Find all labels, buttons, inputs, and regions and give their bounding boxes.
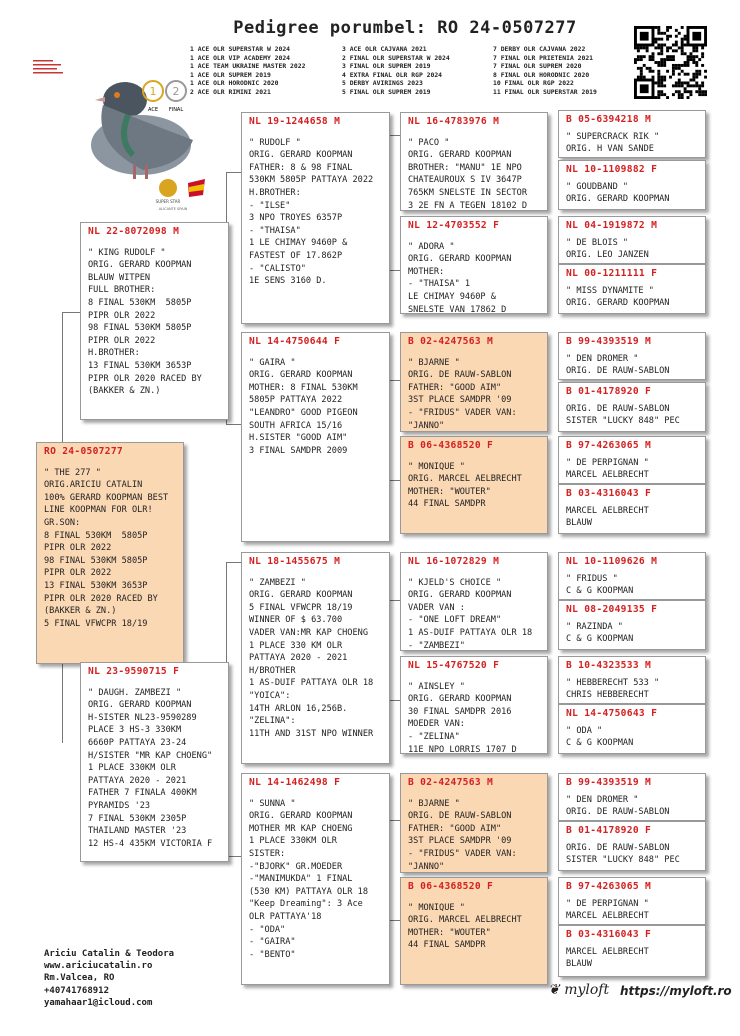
breeder-email[interactable]: yamahaar1@icloud.com [44,997,153,1008]
logo-final-label: FINAL [168,107,184,113]
pedigree-gen3-5[interactable] [400,552,548,651]
pigeon-info: " ODA " C & G KOOPMAN [566,725,634,749]
page-title: Pedigree porumbel: RO 24-0507277 [233,18,577,38]
ring-number: NL 14-1462498 F [249,777,341,788]
pigeon-info: " DEN DROMER " ORIG. DE RAUW-SABLON [566,794,670,818]
ring-number: NL 08-2049135 F [566,604,658,615]
ring-number: RO 24-0507277 [44,446,123,457]
pigeon-info: " PACO " ORIG. GERARD KOOPMAN BROTHER: "MANU" 1E NPO CHATEAUROUX S IV 3647P 765KM SNELSTE IN SECTOR 3 2E FN A TEGEN 18102 D [408,137,527,211]
logo-brand: SUPER STAR [155,199,181,204]
pigeon-info: " MISS DYNAMITE " ORIG. GERARD KOOPMAN [566,285,670,309]
ring-number: B 01-4178920 F [566,825,652,836]
logo-ace-label: ACE [148,107,158,113]
myloft-logo [548,982,609,998]
pigeon-info: " KJELD'S CHOICE " ORIG. GERARD KOOPMAN VADER VAN : - "ONE LOFT DREAM" 1 AS-DUIF PATTAYA OLR 18 - "ZAMBEZI" [408,577,533,651]
brand-name: myloft [564,982,610,998]
ring-number: B 02-4247563 M [408,777,494,788]
ring-number: B 97-4263065 M [566,881,652,892]
pigeon-info: " RUDOLF " ORIG. GERARD KOOPMAN FATHER: 8 & 98 FINAL 530KM 5805P PATTAYA 2022 H.BROTHER: - "ILSE" 3 NPO TROYES 6357P - "THAISA" 1 LE CHIMAY 9460P & FASTEST OF 17.862P - "CALISTO" 1E SENS 3160 D. [249,137,374,287]
ring-number: NL 04-1919872 M [566,220,658,231]
svg-text:2: 2 [172,85,180,98]
ring-number: B 02-4247563 M [408,336,494,347]
pedigree-gen4-10[interactable] [558,600,706,650]
pedigree-gen3-7[interactable] [400,773,548,873]
pigeon-info: MARCEL AELBRECHT BLAUW [566,505,649,529]
win-item: 7 DERBY OLR CAJVANA 2022 [493,45,586,53]
breeder-phone: +40741768912 [44,985,110,996]
pigeon-info: " KING RUDOLF " ORIG. GERARD KOOPMAN BLAUW WITPEN FULL BROTHER: 8 FINAL 530KM 5805P PIPR OLR 2022 98 FINAL 530KM 5805P PIPR OLR 2022 H.BROTHER: 13 FINAL 530KM 3653P PIPR OLR 2020 RACED BY (BAKKER & ZN.) [88,247,202,397]
win-item: 2 ACE OLR RIMINI 2021 [190,87,271,96]
pedigree-grandsire-paternal[interactable] [241,112,390,324]
ring-number: NL 19-1244658 M [249,116,341,127]
pedigree-sire[interactable] [80,222,229,420]
pigeon-info: " MONIQUE " ORIG. MARCEL AELBRECHT MOTHER: "WOUTER" 44 FINAL SAMDPR [408,902,522,951]
pedigree-gen4-12[interactable] [558,704,706,754]
pedigree-granddam-paternal[interactable] [241,332,390,542]
pedigree-gen4-1[interactable] [558,110,706,158]
pedigree-gen3-2[interactable] [400,216,548,314]
win-item: 3 FINAL OLR SUPREM 2019 [342,62,431,71]
ring-number: B 99-4393519 M [566,777,652,788]
pigeon-logo-icon [33,45,208,215]
pedigree-gen4-9[interactable] [558,552,706,600]
pedigree-gen3-8[interactable] [400,877,548,985]
ring-number: NL 00-1211111 F [566,268,658,279]
win-item: 7 FINAL OLR PRIETENIA 2021 [493,53,594,62]
pigeon-info: ORIG. DE RAUW-SABLON SISTER "LUCKY 848" PEC [566,403,680,427]
pigeon-info: " BJARNE " ORIG. DE RAUW-SABLON FATHER: "GOOD AIM" 3ST PLACE SAMDPR '09 - "FRIDUS" VADER VAN: "JANNO" [408,357,517,431]
logo-place: ALICANTE SPAIN [158,207,188,211]
win-item: 8 FINAL OLR HORODNIC 2020 [493,70,590,79]
pedigree-gen4-11[interactable] [558,656,706,704]
pigeon-info: " DE BLOIS " ORIG. LEO JANZEN [566,237,649,261]
pedigree-dam[interactable] [80,662,229,862]
pigeon-info: " GAIRA " ORIG. GERARD KOOPMAN MOTHER: 8 FINAL 530KM 5805P PATTAYA 2022 "LEANDRO" GOOD PIGEON SOUTH AFRICA 15/16 H.SISTER "GOOD AIM" 3 FINAL SAMDPR 2009 [249,357,358,456]
pigeon-info: " GOUDBAND " ORIG. GERARD KOOPMAN [566,181,670,205]
pigeon-info: " DE PERPIGNAN " MARCEL AELBRECHT [566,457,649,481]
wins-column-2 [342,45,450,97]
pedigree-gen4-8[interactable] [558,484,706,534]
ring-number: B 01-4178920 F [566,386,652,397]
ring-number: B 03-4316043 F [566,929,652,940]
breeder-contact [44,948,174,1009]
pigeon-info: " BJARNE " ORIG. DE RAUW-SABLON FATHER: "GOOD AIM" 3ST PLACE SAMDPR '09 - "FRIDUS" VADER VAN: "JANNO" [408,798,517,872]
pigeon-info: " SUPERCRACK RIK " ORIG. H VAN SANDE [566,131,660,155]
pedigree-gen3-6[interactable] [400,656,548,754]
pedigree-gen4-5[interactable] [558,332,706,380]
breeder-name: Ariciu Catalin & Teodora [44,949,175,959]
win-item: 10 FINAL OLR RGP 2022 [493,79,574,88]
ring-number: B 05-6394218 M [566,114,652,125]
qr-code-icon[interactable] [634,26,707,99]
ring-number: B 06-4368520 F [408,440,494,451]
pigeon-info: " HEBBERECHT 533 " CHRIS HEBBERECHT [566,677,660,701]
myloft-url[interactable]: https://myloft.ro [620,984,732,998]
ring-number: NL 22-8072098 M [88,226,180,237]
pigeon-info: " DEN DROMER " ORIG. DE RAUW-SABLON [566,353,670,377]
ring-number: NL 23-9590715 F [88,666,180,677]
ring-number: B 06-4368520 F [408,881,494,892]
pedigree-gen4-13[interactable] [558,773,706,821]
win-item: 7 FINAL OLR SUPREM 2020 [493,62,582,71]
pedigree-subject[interactable] [36,442,184,664]
ring-number: NL 16-4783976 M [408,116,500,127]
pedigree-gen4-3[interactable] [558,216,706,264]
ring-number: B 97-4263065 M [566,440,652,451]
win-item: 4 EXTRA FINAL OLR RGP 2024 [342,70,443,79]
win-item: 1 ACE OLR VIP ACADEMY 2024 [190,53,291,62]
win-item: 1 ACE OLR SUPREM 2019 [190,70,271,79]
pigeon-info: " RAZINDA " C & G KOOPMAN [566,621,634,645]
ring-number: NL 18-1455675 M [249,556,341,567]
pigeon-info: " SUNNA " ORIG. GERARD KOOPMAN MOTHER MR KAP CHOENG 1 PLACE 330KM OLR SISTER: -"BJORK" GR.MOEDER -"MANIMUKDA" 1 FINAL (530 KM) PATTAYA OLR 18 "Keep Dreaming": 3 Ace OLR PATTAYA'18 - "ODA" - "GAIRA" - "BENTO" [249,798,368,960]
win-item: 1 ACE TEAM UKRAINE MASTER 2022 [190,62,306,71]
ring-number: NL 14-4750644 F [249,336,341,347]
pedigree-gen4-16[interactable] [558,925,706,977]
pedigree-gen4-14[interactable] [558,821,706,871]
ring-number: NL 12-4703552 F [408,220,500,231]
win-item: 1 ACE OLR SUPERSTAR W 2024 [190,45,291,53]
ring-number: NL 14-4750643 F [566,708,658,719]
pigeon-info: " DE PERPIGNAN " MARCEL AELBRECHT [566,898,649,922]
pedigree-grandsire-maternal[interactable] [241,552,390,764]
wins-column-3 [493,45,597,97]
pigeon-info: " AINSLEY " ORIG. GERARD KOOPMAN 30 FINAL SAMDPR 2016 MOEDER VAN: - "ZELINA" 11E NPO LORRIS 1707 D [408,681,517,754]
breeder-location: Rm.Valcea, RO [44,973,115,984]
pedigree-gen3-3[interactable] [400,332,548,432]
ring-number: B 03-4316043 F [566,488,652,499]
ring-number: NL 15-4767520 F [408,660,500,671]
ring-number: B 99-4393519 M [566,336,652,347]
pedigree-gen4-4[interactable] [558,264,706,314]
win-item: 11 FINAL OLR SUPERSTAR 2019 [493,87,597,96]
ring-number: B 10-4323533 M [566,660,652,671]
pedigree-gen4-15[interactable] [558,877,706,925]
pigeon-info: ORIG. DE RAUW-SABLON SISTER "LUCKY 848" PEC [566,842,680,866]
pedigree-gen4-6[interactable] [558,382,706,432]
ring-number: NL 16-1072829 M [408,556,500,567]
pigeon-info: " ZAMBEZI " ORIG. GERARD KOOPMAN 5 FINAL VFWCPR 18/19 WINNER OF $ 63.700 VADER VAN:MR KAP CHOENG 1 PLACE 330 KM OLR PATTAYA 2020 - 2021 H/BROTHER 1 AS-DUIF PATTAYA OLR 18 "YOICA": 14TH ARLON 16,256B. "ZELINA": 11TH AND 31ST NPO WINNER [249,577,374,739]
win-item: 3 ACE OLR CAJVANA 2021 [342,45,427,53]
win-item: 5 FINAL OLR SUPREM 2019 [342,87,431,96]
ring-number: NL 10-1109882 F [566,164,658,175]
svg-text:1: 1 [149,85,157,98]
pedigree-gen3-4[interactable] [400,436,548,534]
pedigree-granddam-maternal[interactable] [241,773,390,985]
win-item: 2 FINAL OLR SUPERSTAR W 2024 [342,53,450,62]
pedigree-gen4-2[interactable] [558,160,706,210]
ring-number: NL 10-1109626 M [566,556,658,567]
pigeon-info: " FRIDUS " C & G KOOPMAN [566,573,634,597]
pigeon-info: " THE 277 " ORIG.ARICIU CATALIN 100% GERARD KOOPMAN BEST LINE KOOPMAN FOR OLR! GR.SON: 8 FINAL 530KM 5805P PIPR OLR 2022 98 FINAL 530KM 5805P PIPR OLR 2022 13 FINAL 530KM 3653P PIPR OLR 2020 RACED BY (BAKKER & ZN.) 5 FINAL VFWCPR 18/19 [44,467,169,629]
pigeon-info: " MONIQUE " ORIG. MARCEL AELBRECHT MOTHER: "WOUTER" 44 FINAL SAMDPR [408,461,522,510]
win-item: 1 ACE OLR HORODNIC 2020 [190,79,279,88]
pigeon-info: " ADORA " ORIG. GERARD KOOPMAN MOTHER: - "THAISA" 1 LE CHIMAY 9460P & SNELSTE VAN 17862 D [408,241,512,314]
win-item: 5 DERBY AVIRINGS 2023 [342,79,423,88]
breeder-website[interactable]: www.ariciucatalin.ro [44,961,153,972]
pedigree-gen3-1[interactable] [400,112,548,211]
pigeon-info: " DAUGH. ZAMBEZI " ORIG. GERARD KOOPMAN H-SISTER NL23-9590289 PLACE 3 HS-3 330KM 6660P PATTAYA 23-24 H/SISTER "MR KAP CHOENG" 1 PLACE 330KM OLR PATTAYA 2020 - 2021 FATHER 7 FINALA 400KM PYRAMIDS '23 7 FINAL 530KM 2305P THAILAND MASTER '23 12 HS-4 435KM VICTORIA F [88,687,213,849]
pigeon-info: MARCEL AELBRECHT BLAUW [566,946,649,970]
feather-icon: ❦ [548,982,560,998]
pedigree-gen4-7[interactable] [558,436,706,484]
